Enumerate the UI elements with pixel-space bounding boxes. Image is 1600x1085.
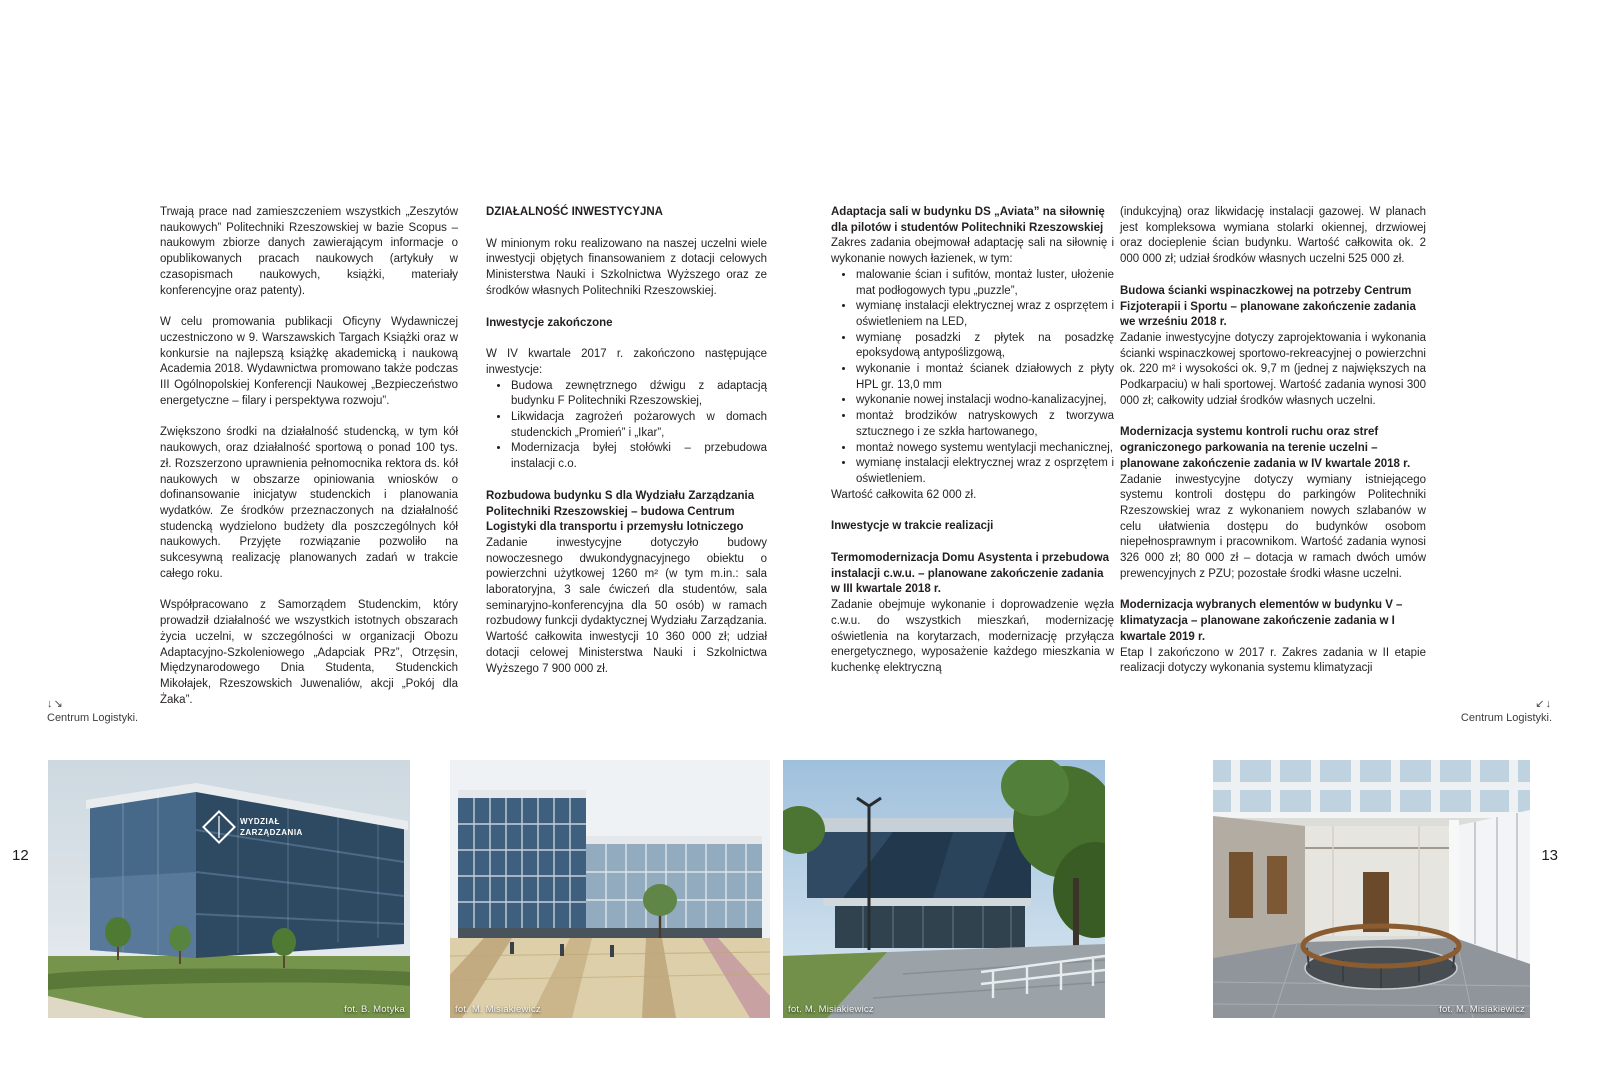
- paragraph: Zadanie inwestycyjne dotyczyło budowy nowoczesnego dwukondygnacyjnego obiektu o powierzchni użytkowej 1260 m² (w tym m.in.: sala laboratoryjna, 3 sale ćwiczeń dla studentów, sala seminaryjno-konferencyjna dla 50 osób) w ramach rozbudowy funkcji dydaktycznej Wydziału Zarządzania. Wartość całkowita inwestycji 10 360 000 zł; udział dotacji celowej Ministerstwa Nauki i Szkolnictwa Wyższego 7 900 000 zł.: [486, 536, 767, 675]
- photo-modern-building-trees: [783, 760, 1105, 1018]
- bullet-item: • Likwidacja zagrożeń pożarowych w domach studenckich „Promień” i „Ikar”,: [510, 410, 767, 441]
- photo-3-illustration: [783, 760, 1105, 1018]
- bullet-item: • montaż brodzików natryskowych z tworzywa sztucznego i ze szkła hartowanego,: [855, 409, 1114, 440]
- paragraph: W minionym roku realizowano na naszej uczelni wiele inwestycji objętych finansowaniem z dotacji celowych Ministerstwa Nauki i Szkolnictwa Wyższego oraz ze środków własnych Politechniki Rzeszowskiej.: [486, 237, 767, 297]
- bullet-item: • wymianę instalacji elektrycznej wraz z osprzętem i oświetleniem.: [855, 456, 1114, 487]
- paragraph: Zadanie inwestycyjne dotyczy wymiany istniejącego systemu kontroli dostępu do parkingów Politechniki Rzeszowskiej wraz z wykonaniem nowych szlabanów w celu ułatwienia dostępu do budynków osobom niepełnosprawnym i pracownikom. Wartość zadania wynosi 326 000 zł; 80 000 zł – dotacja w ramach dwóch umów prewencyjnych z PZU; pozostałe środki własne uczelni.: [1120, 473, 1426, 580]
- photo-atrium-interior: [1213, 760, 1530, 1018]
- photo-credit: fot. M. Misiakiewicz: [1439, 1004, 1525, 1015]
- bullet-item: • wykonanie nowej instalacji wodno-kanalizacyjnej,: [855, 393, 1114, 409]
- bullet-list: [831, 268, 1114, 488]
- section-heading: Adaptacja sali w budynku DS „Aviata” na siłownię dla pilotów i studentów Politechniki Rzeszowskiej: [831, 206, 1105, 234]
- paragraph: W IV kwartale 2017 r. zakończono następujące inwestycje:: [486, 348, 767, 376]
- paragraph: Zakres zadania obejmował adaptację sali na siłownię i wykonanie nowych łazienek, w tym:: [831, 237, 1114, 266]
- photo-pointer-left-label: Centrum Logistyki.: [47, 711, 139, 724]
- arrow-down-downright-icon: ↓↘: [47, 698, 64, 710]
- paragraph: Wartość całkowita 62 000 zł.: [831, 488, 977, 501]
- photo-pointer-right-label: Centrum Logistyki.: [1460, 711, 1552, 724]
- text-column-1: [160, 205, 458, 708]
- photo-credit: fot. M. Misiakiewicz: [455, 1004, 541, 1015]
- logo-text-line1: WYDZIAŁ: [240, 817, 280, 826]
- logo-text-line2: ZARZĄDZANIA: [240, 828, 303, 837]
- photo-centrum-logistyki-exterior-2: [450, 760, 770, 1018]
- paragraph: Współpracowano z Samorządem Studenckim, który prowadził działalność we wszystkich istotnych obszarach życia uczelni, w szczególności w organizacji Obozu Adaptacyjno-Szkoleniowego „Adapciak PRz”, Otrzęsin, Międzynarodowego Dnia Studenta, Studenckich Mikołajek, Rzeszowskich Juwenaliów, akcji „Pokój dla Żaka”.: [160, 599, 458, 706]
- bullet-item: • wymianę posadzki z płytek na posadzkę epoksydową antypoślizgową,: [855, 331, 1114, 362]
- photo-pointer-left: [47, 698, 138, 725]
- paragraph: W celu promowania publikacji Oficyny Wydawniczej uczestniczono w 9. Warszawskich Targach Książki oraz w konkursie na najlepszą książkę akademicką i naukową Academia 2018. Wydawnictwa promowano także podczas III Ogólnopolskiej Konferencji Naukowej „Bezpieczeństwo energetyczne – filary i perspektywa rozwoju”.: [160, 316, 458, 407]
- photo-credit: fot. M. Misiakiewicz: [788, 1004, 874, 1015]
- paragraph: Zadanie obejmuje wykonanie i doprowadzenie węzła c.w.u. do wszystkich mieszkań, modernizację oświetlenia na korytarzach, modernizację przyłącza energetycznego, wyposażenie każdego mieszkania w kuchenkę elektryczną: [831, 599, 1114, 674]
- bullet-item: • malowanie ścian i sufitów, montaż luster, ułożenie mat podłogowych typu „puzzle”,: [855, 268, 1114, 299]
- paragraph: Trwają prace nad zamieszczeniem wszystkich „Zeszytów naukowych” Politechniki Rzeszowskiej w bazie Scopus – naukowym zbiorze danych zawierającym informacje o opublikowanych pracach naukowych (artykuły w czasopismach naukowych, książki, materiały konferencyjne oraz patenty).: [160, 206, 458, 297]
- photo-credit: fot. B. Motyka: [344, 1004, 405, 1015]
- arrow-downleft-down-icon: ↙↓: [1535, 698, 1552, 710]
- skylight: [1213, 760, 1530, 818]
- section-heading: Inwestycje w trakcie realizacji: [831, 520, 994, 533]
- text-column-2: [486, 205, 767, 677]
- section-heading: Rozbudowa budynku S dla Wydziału Zarządzania Politechniki Rzeszowskiej – budowa Centrum Logistyki dla transportu i przemysłu lotniczego: [486, 489, 755, 534]
- photo-pointer-right: [1461, 698, 1552, 725]
- dark-glass-building: [807, 818, 1031, 948]
- bullet-item: • wymianę instalacji elektrycznej wraz z osprzętem i oświetleniem na LED,: [855, 299, 1114, 330]
- section-heading: Modernizacja wybranych elementów w budynku V – klimatyzacja – planowane zakończenie zadania w I kwartale 2019 r.: [1120, 599, 1403, 643]
- paragraph: Etap I zakończono w 2017 r. Zakres zadania w II etapie realizacji dotyczy wykonania systemu klimatyzacji: [1120, 646, 1426, 675]
- bullet-item: • wykonanie i montaż ścianek działowych z płyty HPL gr. 13,0 mm: [855, 362, 1114, 393]
- bullet-item: • Budowa zewnętrznego dźwigu z adaptacją budynku F Politechniki Rzeszowskiej,: [510, 379, 767, 410]
- page-number-left: 12: [12, 847, 29, 864]
- section-heading: Termomodernizacja Domu Asystenta i przebudowa instalacji c.w.u. – planowane zakończenie zadania w III kwartale 2018 r.: [831, 552, 1109, 596]
- section-heading: Inwestycje zakończone: [486, 316, 613, 329]
- section-heading: DZIAŁALNOŚĆ INWESTYCYJNA: [486, 206, 663, 218]
- bullet-item: • montaż nowego systemu wentylacji mechanicznej,: [855, 441, 1114, 457]
- photo-4-illustration: [1213, 760, 1530, 1018]
- photo-1-illustration: [48, 760, 410, 1018]
- bullet-item: • Modernizacja byłej stołówki – przebudowa instalacji c.o.: [510, 441, 767, 472]
- text-column-4: [1120, 205, 1426, 677]
- section-heading: Budowa ścianki wspinaczkowej na potrzeby Centrum Fizjoterapii i Sportu – planowane zakończenie zadania we wrześniu 2018 r.: [1120, 284, 1416, 329]
- section-heading: Modernizacja systemu kontroli ruchu oraz stref ograniczonego parkowania na terenie uczelni – planowane zakończenie zadania w IV kwartale 2018 r.: [1120, 426, 1411, 470]
- paragraph: Zwiększono środki na działalność studencką, w tym kół naukowych, oraz działalność sportową o ponad 100 tys. zł. Rozszerzono uprawnienia pełnomocnika rektora ds. kół naukowych w obszarze opiniowania wniosków o dofinansowanie inicjatyw studenckich i planowania wydatków. Ze środków przeznaczonych na działalność studencką wydzielono budżety dla poszczególnych kół naukowych. Przyjęte rozwiązanie pozwoliło na sukcesywną realizację planowanych zadań w trakcie całego roku.: [160, 426, 458, 580]
- paragraph: Zadanie inwestycyjne dotyczy zaprojektowania i wykonania ścianki wspinaczkowej sportowo-rekreacyjnej o powierzchni ok. 220 m² i wysokości ok. 9,7 m (jednej z największych na Podkarpaciu) w hali sportowej. Wartość zadania wynosi 300 000 zł; całkowity udział środków własnych uczelni.: [1120, 331, 1426, 407]
- photo-2-illustration: [450, 760, 770, 1018]
- bullet-list: [486, 379, 767, 473]
- paragraph: (indukcyjną) oraz likwidację instalacji gazowej. W planach jest kompleksowa wymiana stolarki okiennej, drzwiowej oraz docieplenie ścian budynku. Wartość całkowita ok. 2 000 000 zł; udział środków własnych uczelni 525 000 zł.: [1120, 206, 1426, 266]
- text-column-3: [831, 205, 1114, 677]
- photo-centrum-logistyki-exterior-1: [48, 760, 410, 1018]
- page-number-right: 13: [1541, 847, 1558, 864]
